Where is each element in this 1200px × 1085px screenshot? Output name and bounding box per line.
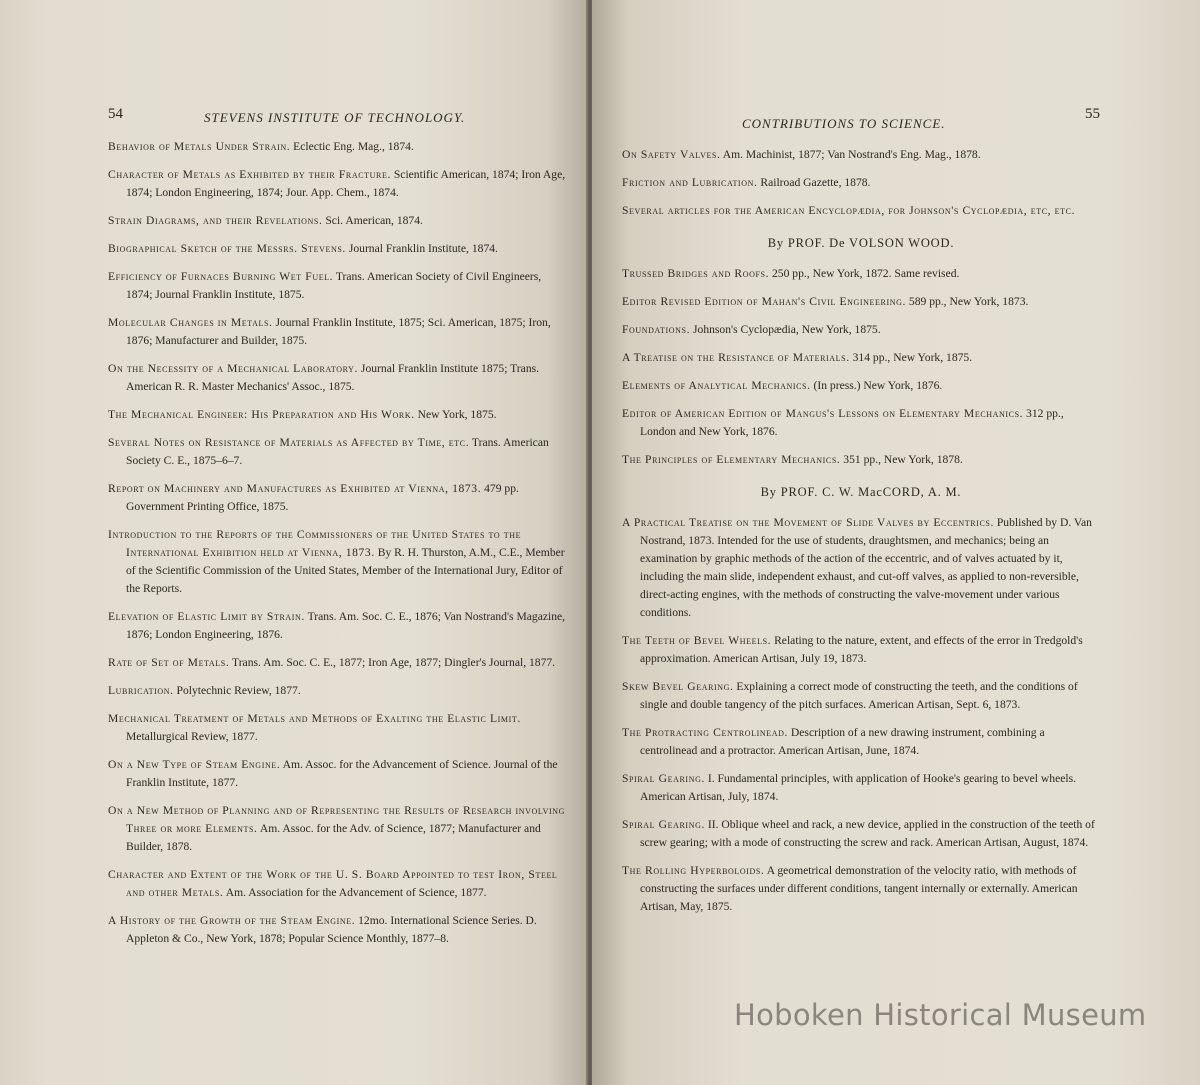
right-page-number: 55 [1085,106,1100,122]
right-page [592,0,1200,1085]
entry-details: 12mo. International Science Series. D. Appleton & Co., New York, 1878; Popular Science Monthly, 1877–8. [126,914,537,945]
bibliography-entry [622,678,1100,714]
entry-details: Scientific American, 1874; Iron Age, 1874; London Engineering, 1874; Jour. App. Chem., 1874. [126,168,566,199]
bibliography-entry [622,724,1100,760]
entry-title: A Practical Treatise on the Movement of Slide Valves by Eccentrics. [622,516,994,529]
bibliography-entry [622,632,1100,668]
entry-details: Relating to the nature, extent, and effects of the error in Tredgold's approximation. American Artisan, July 19, 1873. [640,634,1083,665]
entry-details: II. Oblique wheel and rack, a new device, applied in the construction of the teeth of screw gearing; with a mode of constructing the screw and rack. American Artisan, August, 1874. [640,818,1095,849]
entry-title: Mechanical Treatment of Metals and Methods of Exalting the Elastic Limit. [108,712,521,725]
entry-title: Molecular Changes in Metals. [108,316,273,329]
entry-title: Rate of Set of Metals. [108,656,230,669]
entry-title: On the Necessity of a Mechanical Laboratory. [108,362,359,375]
entry-title: The Principles of Elementary Mechanics. [622,453,841,466]
left-page-number: 54 [108,106,123,122]
entry-details: Am. Machinist, 1877; Van Nostrand's Eng. Mag., 1878. [720,148,981,161]
entry-title: On a New Type of Steam Engine. [108,758,281,771]
entry-details: Sci. American, 1874. [322,214,423,227]
bibliography-entry [622,202,1100,220]
entry-details: I. Fundamental principles, with application of Hooke's gearing to bevel wheels. American Artisan, July, 1874. [640,772,1077,803]
entry-title: Spiral Gearing. [622,772,705,785]
entry-details: Trans. American Society C. E., 1875–6–7. [126,436,549,467]
entry-title: Trussed Bridges and Roofs. [622,267,770,280]
bibliography-entry [108,360,566,396]
bibliography-entry [622,770,1100,806]
entry-title: Elevation of Elastic Limit by Strain. [108,610,305,623]
entry-details: (In press.) New York, 1876. [810,379,943,392]
entry-title: The Mechanical Engineer: His Preparation and His Work. [108,408,415,421]
byline-maccord: By PROF. C. W. MacCORD, A. M. [760,485,962,499]
bibliography-entry [622,146,1100,164]
entry-title: The Rolling Hyperboloids. [622,864,765,877]
entry-details: 312 pp., London and New York, 1876. [640,407,1064,438]
left-running-head [108,106,566,138]
entry-details: Trans. Am. Soc. C. E., 1877; Iron Age, 1877; Dingler's Journal, 1877. [229,656,556,669]
bibliography-entry [622,451,1100,469]
left-page [0,0,588,1085]
bibliography-entry [622,265,1100,283]
entry-details: 589 pp., New York, 1873. [906,295,1029,308]
entry-title: Report on Machinery and Manufactures as Exhibited at Vienna, 1873. [108,482,482,495]
entry-title: Skew Bevel Gearing. [622,680,734,693]
bibliography-entry [108,434,566,470]
entry-details: Am. Assoc. for the Adv. of Science, 1877; Manufacturer and Builder, 1878. [126,822,541,853]
bibliography-entry [622,349,1100,367]
left-entry-list [108,138,566,948]
entry-title: On Safety Valves. [622,148,721,161]
entry-title: A History of the Growth of the Steam Engine. [108,914,356,927]
entry-title: Foundations. [622,323,691,336]
bibliography-entry [108,406,566,424]
bibliography-entry [622,816,1100,852]
bibliography-entry [108,866,566,902]
entry-title: Friction and Lubrication. [622,176,758,189]
entry-title: Efficiency of Furnaces Burning Wet Fuel. [108,270,334,283]
bibliography-entry [622,321,1100,339]
entry-title: Character and Extent of the Work of the U. S. Board Appointed to test Iron, Steel and other Metals. [108,868,558,899]
bibliography-entry [622,174,1100,192]
entry-details: 351 pp., New York, 1878. [840,453,963,466]
entry-title: Strain Diagrams, and their Revelations. [108,214,323,227]
bibliography-entry [108,526,566,598]
entry-details: A geometrical demonstration of the velocity ratio, with methods of constructing the surfaces under different conditions, tangent internally or externally. American Artisan, May, 1875. [640,864,1078,913]
entry-title: Biographical Sketch of the Messrs. Stevens. [108,242,346,255]
right-page-title: CONTRIBUTIONS TO SCIENCE. [742,116,946,131]
entry-details: Am. Assoc. for the Advancement of Science. Journal of the Franklin Institute, 1877. [126,758,558,789]
bibliography-entry [108,682,566,700]
entry-details: Journal Franklin Institute 1875; Trans. American R. R. Master Mechanics' Assoc., 1875. [126,362,540,393]
bibliography-entry [108,138,566,156]
entry-details: Eclectic Eng. Mag., 1874. [290,140,414,153]
byline-wood: By PROF. De VOLSON WOOD. [767,236,955,250]
bibliography-entry [108,314,566,350]
museum-watermark: Hoboken Historical Museum [734,998,1147,1032]
bibliography-entry [108,212,566,230]
bibliography-entry [622,377,1100,395]
entry-title: Behavior of Metals Under Strain. [108,140,291,153]
entry-details: Explaining a correct mode of constructing the teeth, and the conditions of single and double tangency of the pitch surfaces. American Artisan, Sept. 6, 1873. [640,680,1078,711]
entry-details: Railroad Gazette, 1878. [757,176,871,189]
entry-title: The Protracting Centrolinead. [622,726,789,739]
right-running-head [622,106,1100,138]
bibliography-entry [622,862,1100,916]
entry-details: Polytechnic Review, 1877. [173,684,301,697]
entry-title: On a New Method of Planning and of Representing the Results of Research involving Three or more Elements. [108,804,566,835]
bibliography-entry [108,608,566,644]
entry-details: Johnson's Cyclopædia, New York, 1875. [690,323,881,336]
entry-details: Trans. Am. Soc. C. E., 1876; Van Nostrand's Magazine, 1876; London Engineering, 1876. [126,610,566,641]
right-entry-list-wood [622,265,1100,469]
entry-title: Several articles for the American Encyclopædia, for Johnson's Cyclopædia, etc, etc. [622,204,1076,217]
entry-details: Journal Franklin Institute, 1875; Sci. American, 1875; Iron, 1876; Manufacturer and Builder, 1875. [126,316,551,347]
entry-details: Description of a new drawing instrument, combining a centrolinead and a protractor. American Artisan, June, 1874. [640,726,1045,757]
entry-title: The Teeth of Bevel Wheels. [622,634,772,647]
entry-title: Character of Metals as Exhibited by their Fracture. [108,168,391,181]
bibliography-entry [108,802,566,856]
entry-details: Metallurgical Review, 1877. [126,730,258,743]
bibliography-entry [108,912,566,948]
entry-title: Elements of Analytical Mechanics. [622,379,811,392]
entry-title: Spiral Gearing. [622,818,705,831]
bibliography-entry [622,514,1100,622]
entry-title: Editor Revised Edition of Mahan's Civil Engineering. [622,295,906,308]
bibliography-entry [622,293,1100,311]
right-entry-list-top [622,146,1100,220]
entry-details: New York, 1875. [414,408,497,421]
bibliography-entry [108,480,566,516]
entry-details: Journal Franklin Institute, 1874. [345,242,498,255]
entry-details: 479 pp. Government Printing Office, 1875. [126,482,519,513]
entry-details: Trans. American Society of Civil Engineers, 1874; Journal Franklin Institute, 1875. [126,270,542,301]
bibliography-entry [108,710,566,746]
bibliography-entry [622,405,1100,441]
bibliography-entry [108,268,566,304]
bibliography-entry [108,654,566,672]
entry-details: 250 pp., New York, 1872. Same revised. [769,267,960,280]
entry-details: By R. H. Thurston, A.M., C.E., Member of the Scientific Commission of the United States, Member of the International Jury, Editor of the Reports. [126,546,565,595]
entry-title: Lubrication. [108,684,174,697]
entry-title: Several Notes on Resistance of Materials as Affected by Time, etc. [108,436,470,449]
entry-title: A Treatise on the Resistance of Materials. [622,351,850,364]
bibliography-entry [108,756,566,792]
entry-details: Am. Association for the Advancement of Science, 1877. [223,886,487,899]
entry-title: Introduction to the Reports of the Commissioners of the United States to the International Exhibition held at Vienna, 1873. [108,528,522,559]
bibliography-entry [108,240,566,258]
entry-details: 314 pp., New York, 1875. [849,351,973,364]
entry-details: Published by D. Van Nostrand, 1873. Intended for the use of students, draughtsmen, and mechanics; being an examination by graphic methods of the action of the eccentric, and of valves actuated by it, including the main slide, independent exhaust, and cut-off valves, as applied to non-reversible, direct-acting engines, with the methods of constructing the valve-movement under various conditions. [640,516,1092,619]
right-entry-list-maccord [622,514,1100,916]
bibliography-entry [108,166,566,202]
left-page-title: STEVENS INSTITUTE OF TECHNOLOGY. [204,110,466,125]
entry-title: Editor of American Edition of Mangus's Lessons on Elementary Mechanics. [622,407,1024,420]
